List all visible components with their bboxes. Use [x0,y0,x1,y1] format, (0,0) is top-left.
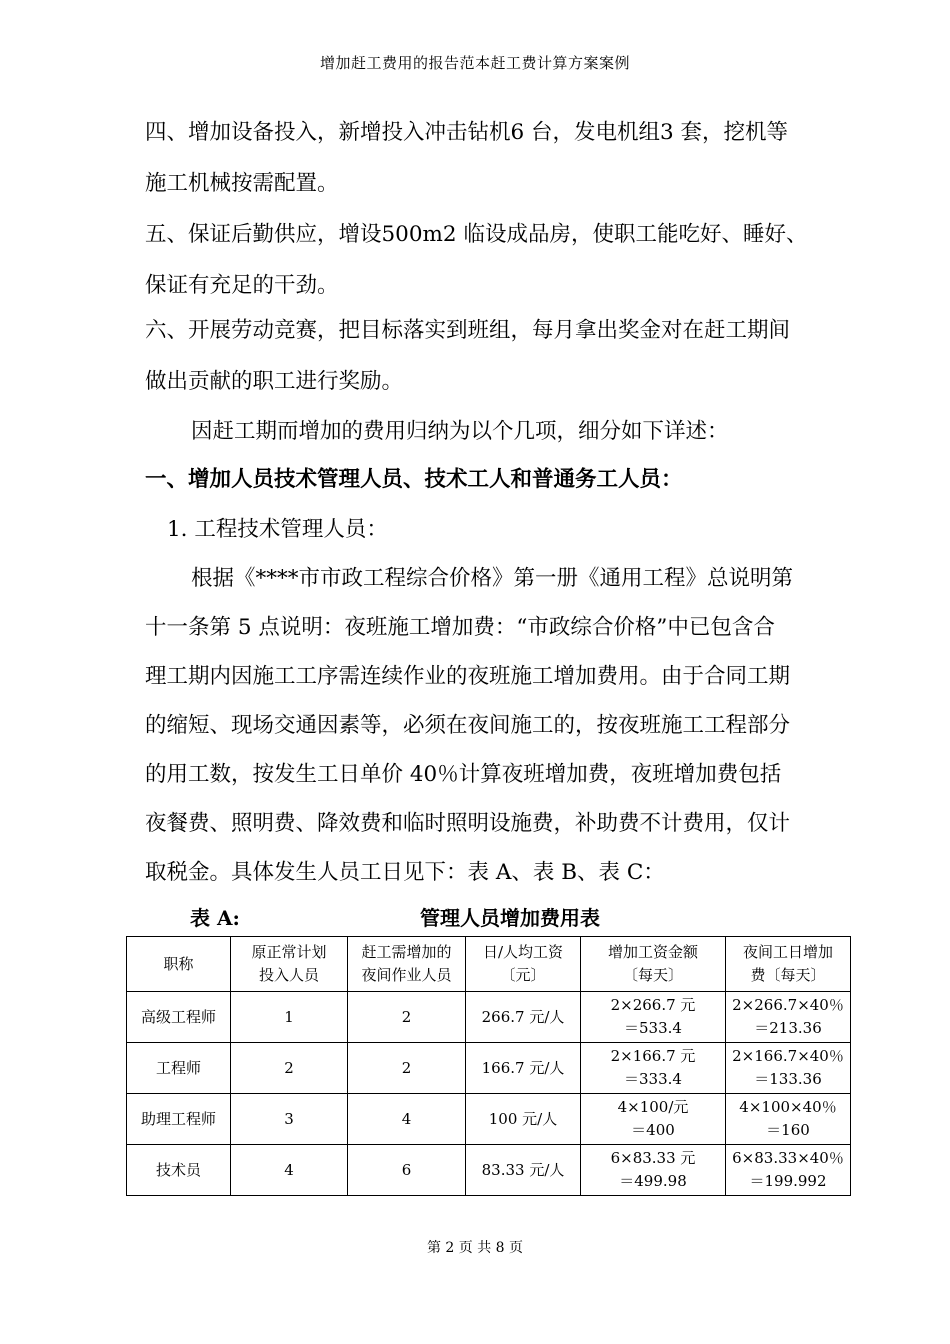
cell-daily-wage: 83.33 元/人 [466,1145,581,1196]
table-row [127,992,851,1043]
paragraph-line: 的缩短、现场交通因素等，必须在夜间施工的，按夜班施工工程部分 [145,713,791,738]
cell-normal-staff: 1 [231,992,348,1043]
cell-night-staff: 2 [348,992,466,1043]
table-label: 表 A: [190,906,240,930]
cell-normal-staff: 3 [231,1094,348,1145]
cell-increased-wage: 2×266.7 元 ＝533.4 [581,992,726,1043]
paragraph-line: 四、增加设备投入，新增投入冲击钻机6 台，发电机组3 套，挖机等 [145,120,789,145]
paragraph-line: 因赶工期而增加的费用归纳为以个几项，细分如下详述： [191,419,729,444]
table-row [127,1145,851,1196]
table-title: 管理人员增加费用表 [420,906,600,930]
cell-night-fee: 2×166.7×40％ ＝133.36 [726,1043,851,1094]
cell-night-staff: 6 [348,1145,466,1196]
paragraph-line: 的用工数，按发生工日单价 40％计算夜班增加费，夜班增加费包括 [145,762,782,787]
cell-night-staff: 4 [348,1094,466,1145]
cell-normal-staff: 2 [231,1043,348,1094]
table-row [127,1043,851,1094]
cell-normal-staff: 4 [231,1145,348,1196]
paragraph-line: 做出贡献的职工进行奖励。 [145,369,404,394]
subsection-heading: 1. 工程技术管理人员： [167,517,388,542]
header-cell: 日/人均工资 〔元〕 [466,937,581,992]
page-number: 第 2 页 共 8 页 [426,1240,524,1256]
cell-night-staff: 2 [348,1043,466,1094]
cell-daily-wage: 100 元/人 [466,1094,581,1145]
page-header: 增加赶工费用的报告范本赶工费计算方案案例 [319,54,630,72]
cell-title: 工程师 [127,1043,231,1094]
cell-night-fee: 4×100×40％ ＝160 [726,1094,851,1145]
paragraph-line: 保证有充足的干劲。 [145,273,339,298]
cell-increased-wage: 6×83.33 元 ＝499.98 [581,1145,726,1196]
header-cell: 夜间工日增加 费〔每天〕 [726,937,851,992]
header-cell: 职称 [127,937,231,992]
cell-increased-wage: 4×100/元 ＝400 [581,1094,726,1145]
paragraph-line: 六、开展劳动竞赛，把目标落实到班组，每月拿出奖金对在赶工期间 [145,318,791,343]
header-cell: 原正常计划 投入人员 [231,937,348,992]
paragraph-line: 取税金。具体发生人员工日见下：表 A、表 B、表 C： [145,860,665,885]
cell-title: 技术员 [127,1145,231,1196]
paragraph-line: 根据《****市市政工程综合价格》第一册《通用工程》总说明第 [191,566,794,591]
paragraph-line: 夜餐费、照明费、降效费和临时照明设施费，补助费不计费用，仅计 [145,811,791,836]
cell-title: 助理工程师 [127,1094,231,1145]
section-heading: 一、增加人员技术管理人员、技术工人和普通务工人员： [145,467,683,492]
cell-night-fee: 6×83.33×40％ ＝199.992 [726,1145,851,1196]
management-fee-table [126,936,851,1196]
table-header-row [127,937,851,992]
paragraph-line: 施工机械按需配置。 [145,171,339,196]
cell-daily-wage: 266.7 元/人 [466,992,581,1043]
cell-night-fee: 2×266.7×40％ ＝213.36 [726,992,851,1043]
paragraph-line: 理工期内因施工工序需连续作业的夜班施工增加费用。由于合同工期 [145,664,791,689]
table-row [127,1094,851,1145]
paragraph-line: 五、保证后勤供应，增设500m2 临设成品房，使职工能吃好、睡好、 [145,222,808,247]
cell-title: 高级工程师 [127,992,231,1043]
header-cell: 赶工需增加的 夜间作业人员 [348,937,466,992]
header-cell: 增加工资金额 〔每天〕 [581,937,726,992]
cell-daily-wage: 166.7 元/人 [466,1043,581,1094]
cell-increased-wage: 2×166.7 元 ＝333.4 [581,1043,726,1094]
paragraph-line: 十一条第 5 点说明：夜班施工增加费：“市政综合价格”中已包含合 [145,615,775,640]
